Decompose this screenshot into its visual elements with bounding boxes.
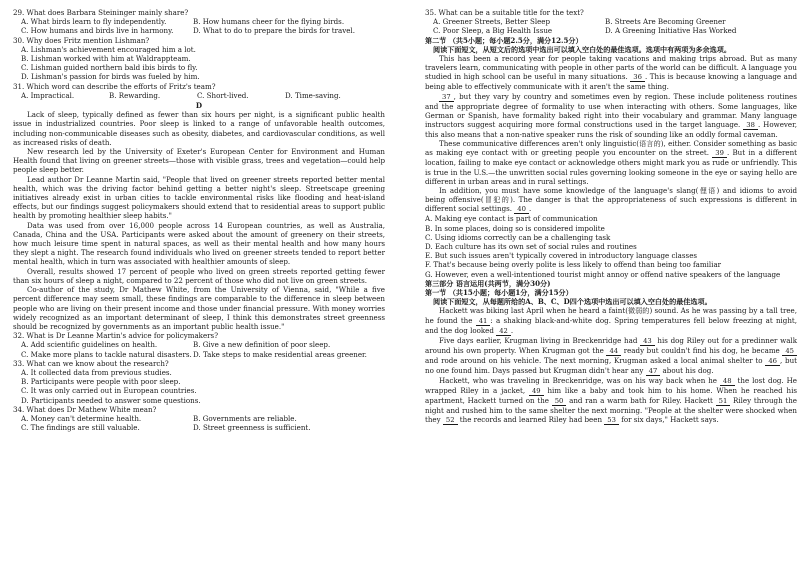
- section-2-title: 第二节 （共5小题；每小题2.5分，满分12.5分）: [425, 35, 583, 45]
- blank-43[interactable]: 43: [640, 337, 655, 346]
- passage-paragraph: [425, 92, 797, 140]
- question-34-stem: 34. What does Dr Mathew White mean?: [13, 404, 157, 414]
- blank-37[interactable]: 37: [439, 93, 454, 102]
- part-3-section-1-title: 第一节 （共15小题；每小题1分，满分15分）: [425, 288, 573, 298]
- blank-50[interactable]: 50: [552, 397, 567, 406]
- passage-label: D: [195, 101, 203, 111]
- blank-53[interactable]: 53: [604, 416, 619, 425]
- left-column: [13, 8, 385, 432]
- passage-paragraph: Lead author Dr Leanne Martin said, "People that lived on greener streets reported better mental health, which was the driving factor behind getting a better night's sleep. Streetscape greening initiatives already exist in urban cities to tackle environmental risks like flooding and heat-island effects, but our findings suggest policymakers should extend that to residential areas to support public health by promoting healthier sleep habits.": [13, 174, 385, 221]
- sentence-option[interactable]: A. Making eye contact is part of communication: [425, 214, 598, 224]
- text: . However, this also means that a non-native speaker runs the risk of sounding like an oddly formal caveman.: [425, 120, 797, 140]
- passage-paragraph: [425, 186, 797, 214]
- option[interactable]: C. How humans and birds live in harmony.: [21, 26, 174, 36]
- part-3-title: 第三部分 语言运用(共两节，满分30分): [425, 278, 551, 288]
- sentence-option[interactable]: B. In some places, doing so is considered impolite: [425, 223, 605, 233]
- sentence-options: [425, 214, 797, 278]
- part-3-instruction: 阅读下面短文，从每题所给的A、B、C、D四个选项中选出可以填入空白处的最佳选项。: [433, 297, 712, 307]
- text: . But in a different location, failing to make eye contact or acknowledge others might mark you as rude or unfriendly. This is true in the U.S.—the unwritten social rules governing looking someone in the eye or saying hello are different in urban areas and in rural settings.: [425, 148, 797, 186]
- passage-paragraph: Data was used from over 16,000 people across 14 European countries, as well as Australia, Canada, China and the USA. Participants were asked about the amount of greenery on their streets, how much leisure time spent in natural spaces, as well as their mental health and how many hours they slept a night. The research found individuals who lived on greener streets tended to report better mental health, which in turn was associated with healthier amounts of sleep.: [13, 220, 385, 267]
- text: and rode around on his vehicle. The next morning, Krugman asked a local animal shelter to: [425, 355, 766, 365]
- option[interactable]: B. Participants were people with poor sleep.: [21, 377, 181, 387]
- blank-52[interactable]: 52: [443, 416, 458, 425]
- question-31-options: [13, 91, 385, 100]
- question-32-stem: 32. What is Dr Leanne Martin's advice for policymakers?: [13, 331, 219, 341]
- option[interactable]: A. What birds learn to fly independently.: [21, 17, 167, 27]
- text: his dog Riley out for a predinner walk around his own property. When Krugman got the: [425, 335, 797, 355]
- option[interactable]: B. Streets Are Becoming Greener: [605, 17, 726, 27]
- text: about his dog.: [660, 365, 714, 375]
- passage-paragraph: [425, 54, 797, 92]
- text: and ran a warm bath for Riley. Hackett: [566, 395, 716, 405]
- text: the records and learned Riley had been: [457, 414, 605, 424]
- question-29-stem: 29. What does Barbara Steininger mainly share?: [13, 8, 189, 17]
- text: .: [510, 325, 514, 335]
- option[interactable]: B. Governments are reliable.: [193, 413, 297, 423]
- text: .: [528, 204, 532, 214]
- passage-paragraph: Overall, results showed 17 percent of people who lived on green streets reported getting fewer than six hours of sleep a night, compared to 22 percent of those who did not live on green streets.: [13, 266, 385, 285]
- sentence-option[interactable]: E. But such issues aren't typically covered in introductory language classes: [425, 251, 698, 261]
- question-31-stem: 31. Which word can describe the efforts of Fritz's team?: [13, 81, 216, 91]
- blank-39[interactable]: 39: [712, 149, 727, 158]
- blank-48[interactable]: 48: [720, 377, 735, 386]
- question-33-stem: 33. What can we know about the research?: [13, 358, 169, 368]
- blank-45[interactable]: 45: [782, 347, 797, 356]
- text: Five days earlier, Krugman living in Breckenridge had: [439, 335, 641, 345]
- option[interactable]: A. Money can't determine health.: [21, 413, 142, 423]
- option[interactable]: C. Make more plans to tackle natural disasters.: [21, 349, 192, 359]
- question-29-options: [13, 17, 385, 35]
- text: for six days," Hackett says.: [618, 414, 719, 424]
- question-35-options: [425, 17, 797, 35]
- question-34-options: [13, 414, 385, 432]
- cloze-paragraph: [425, 336, 797, 376]
- option[interactable]: D. Take steps to make residential areas greener.: [193, 349, 367, 359]
- option[interactable]: D. Lishman's passion for birds was fueled by him.: [21, 72, 200, 82]
- text: , but no one found him. Days passed but Krugman didn't hear any: [425, 355, 797, 375]
- option[interactable]: A. Greener Streets, Better Sleep: [433, 17, 551, 27]
- cloze-paragraph: [425, 376, 797, 425]
- option[interactable]: D. A Greening Initiative Has Worked: [605, 26, 737, 36]
- option[interactable]: C. Short-lived.: [197, 90, 249, 100]
- question-30-stem: 30. Why does Fritz mention Lishman?: [13, 35, 150, 45]
- text: the lost dog. He wrapped Riley in a jacket,: [425, 375, 797, 395]
- blank-40[interactable]: 40: [514, 205, 529, 214]
- option[interactable]: D. Street greenness is sufficient.: [193, 423, 311, 433]
- question-32-options: [13, 340, 385, 358]
- blank-36[interactable]: 36: [630, 73, 645, 82]
- cloze-paragraph: [425, 306, 797, 335]
- sentence-option[interactable]: F. That's because being overly polite is less likely to offend than being too familiar: [425, 260, 722, 270]
- option[interactable]: B. Give a new definition of poor sleep.: [193, 340, 331, 350]
- passage-paragraph: New research led by the University of Exeter's European Center for Environment and Human Health found that living on greener streets—those with visible grass, trees and vegetation—could help people sleep better.: [13, 147, 385, 175]
- blank-41[interactable]: 41: [476, 317, 491, 326]
- option[interactable]: A. Impractical.: [21, 90, 75, 100]
- text: ready but couldn't find his dog, he became: [621, 345, 783, 355]
- sentence-option[interactable]: C. Using idioms correctly can be a challenging task: [425, 232, 611, 242]
- sentence-option[interactable]: D. Each culture has its own set of social rules and routines: [425, 242, 637, 252]
- option[interactable]: C. The findings are still valuable.: [21, 423, 140, 433]
- blank-51[interactable]: 51: [716, 397, 731, 406]
- cloze-passage: [425, 306, 797, 424]
- text: In addition, you must have some knowledge of the language's slang(俚语) and idioms to avoid being offensive(冒犯的). The danger is that the appropriateness of such expressions is different in different social settings.: [425, 186, 797, 214]
- blank-44[interactable]: 44: [606, 347, 621, 356]
- option[interactable]: D. What to do to prepare the birds for travel.: [193, 26, 355, 36]
- option[interactable]: C. Poor Sleep, a Big Health Issue: [433, 26, 553, 36]
- text: These communicative differences aren't only linguistic(语言的), either. Consider something as basic as making eye contact with or greeting people you encounter on the street.: [425, 139, 797, 158]
- option[interactable]: B. How humans cheer for the flying birds.: [193, 17, 345, 27]
- option[interactable]: B. Lishman worked with him at Waldrappteam.: [21, 54, 191, 64]
- text: Hackett, who was traveling in Breckenridge, was on his way back when he: [439, 375, 720, 385]
- section-2-instruction: 阅读下面短文，从短文后的选项中选出可以填入空白处的最佳选项。选项中有两项为多余选项。: [433, 44, 731, 54]
- question-35-stem: 35. What can be a suitable title for the text?: [425, 8, 584, 17]
- sentence-option[interactable]: G. However, even a well-intentioned tourist might annoy or offend native speakers of the language: [425, 269, 781, 279]
- blank-47[interactable]: 47: [646, 367, 661, 376]
- option[interactable]: C. Lishman guided northern bald ibis birds to fly.: [21, 63, 198, 73]
- passage-paragraph: Lack of sleep, typically defined as fewer than six hours per night, is a significant public health issue in industrialized countries. Poor sleep is linked to a range of unfavorable health outcomes, including non-communicable diseases such as obesity, diabetes, and cardiovascular conditions, as well as increased risks of death.: [13, 110, 385, 147]
- text: him like a baby and took him to his home. When he reached his apartment, Hackett turned on the: [425, 385, 797, 405]
- option[interactable]: C. It was only carried out in European countries.: [21, 386, 197, 396]
- blank-38[interactable]: 38: [743, 121, 758, 130]
- option[interactable]: A. Add scientific guidelines on health.: [21, 340, 158, 350]
- option[interactable]: B. Rewarding.: [109, 90, 161, 100]
- passage-paragraph: Co-author of the study, Dr Mathew White, from the University of Vienna, said, "While a five percent difference may seem small, these findings are comparable to the difference in sleep between people who are living on their present income and those under financial pressure. With money worries widely recognized as an important determinant of sleep, I think this demonstrates street greenness should be recognized by governments as an important public health issue.": [13, 285, 385, 331]
- text: Riley through the night and rushed him to the same shelter the next morning. "People at the shelter were shocked when they: [425, 395, 797, 424]
- text: : a shaking black-and-white dog. Spring temperatures fell below freezing at night, and the dog looked: [425, 315, 797, 335]
- blank-42[interactable]: 42: [496, 327, 511, 336]
- text: , but they vary by country and sometimes even by region. These include politeness routines and the appropriate degree of formality to use when interacting with others. Some languages, like German or Spanish, have formality baked right into their vocabulary and grammar. Many language instructors suggest acquiring more formal constructions used in the target language.: [425, 91, 797, 130]
- passage-paragraph: [425, 139, 797, 186]
- option[interactable]: D. Time-saving.: [285, 90, 341, 100]
- right-column: [425, 8, 797, 425]
- text: Hackett was biking last April when he heard a faint(微弱的) sound. As he was passing by a tall tree, he found the: [425, 306, 797, 325]
- option[interactable]: A. It collected data from previous studies.: [21, 367, 172, 377]
- text: . This is because knowing a language and being able to effectively communicate with it aren't the same thing.: [425, 72, 797, 92]
- text: This has been a record year for people taking vacations and making trips abroad. But as many travelers learn, communicating with people in other parts of the world can be difficult. A language you studied in high school can be useful in many situations.: [425, 54, 797, 82]
- blank-46[interactable]: 46: [765, 357, 780, 366]
- option[interactable]: A. Lishman's achievement encouraged him a lot.: [21, 44, 196, 54]
- option[interactable]: D. Participants needed to answer some questions.: [21, 395, 201, 405]
- blank-49[interactable]: 49: [529, 387, 544, 396]
